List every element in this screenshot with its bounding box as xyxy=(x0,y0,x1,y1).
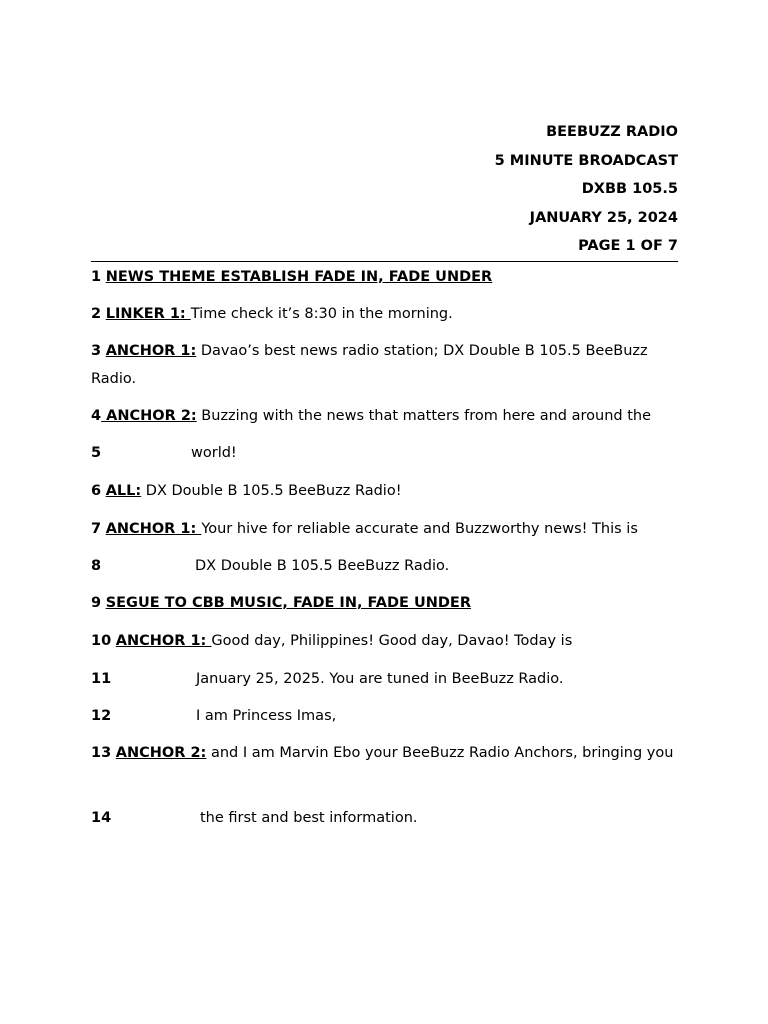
script-header xyxy=(91,118,678,261)
line-text: Time check it’s 8:30 in the morning. xyxy=(190,306,453,322)
script-line xyxy=(91,666,678,694)
script-line xyxy=(91,264,678,292)
line-number: 7 xyxy=(91,521,102,537)
line-text: Good day, Philippines! Good day, Davao! Today is xyxy=(211,633,573,649)
speaker-label: ANCHOR 1: xyxy=(105,521,202,537)
script-line xyxy=(91,740,678,768)
line-number: 3 xyxy=(91,343,102,359)
script-line xyxy=(91,403,678,431)
line-number: 5 xyxy=(91,445,102,461)
speaker-label: ANCHOR 2: xyxy=(115,745,207,761)
broadcast-date: JANUARY 25, 2024 xyxy=(529,209,678,226)
line-number: 10 xyxy=(91,633,112,649)
speaker-label: ALL: xyxy=(105,483,142,499)
line-text: world! xyxy=(191,445,237,461)
line-text: DX Double B 105.5 BeeBuzz Radio. xyxy=(195,558,450,574)
cue-label: NEWS THEME ESTABLISH FADE IN, FADE UNDER xyxy=(105,269,493,285)
script-line xyxy=(91,440,678,468)
line-text: Buzzing with the news that matters from here and around the xyxy=(196,408,652,424)
speaker-label: LINKER 1: xyxy=(105,306,191,322)
station-frequency: DXBB 105.5 xyxy=(581,181,678,197)
header-divider xyxy=(91,261,678,262)
line-number: 13 xyxy=(91,745,112,761)
script-line xyxy=(91,703,678,731)
line-number: 8 xyxy=(91,558,102,574)
script-line xyxy=(91,805,678,833)
line-number: 9 xyxy=(91,595,102,611)
script-line xyxy=(91,478,678,506)
script-line xyxy=(91,338,678,393)
line-text: Davao’s best news radio station; DX Double B 105.5 BeeBuzz Radio. xyxy=(91,343,648,387)
line-text: Your hive for reliable accurate and Buzzworthy news! This is xyxy=(201,521,638,537)
program-title: 5 MINUTE BROADCAST xyxy=(494,152,678,169)
line-number: 6 xyxy=(91,483,102,499)
line-number: 12 xyxy=(91,708,112,724)
cue-label: SEGUE TO CBB MUSIC, FADE IN, FADE UNDER xyxy=(105,595,471,611)
line-text: the first and best information. xyxy=(200,810,418,826)
line-text: January 25, 2025. You are tuned in BeeBuzz Radio. xyxy=(196,671,564,687)
line-text: and I am Marvin Ebo your BeeBuzz Radio Anchors, bringing you xyxy=(206,745,674,761)
line-text: I am Princess Imas, xyxy=(196,708,337,724)
speaker-label: ANCHOR 1: xyxy=(115,633,212,649)
speaker-label: ANCHOR 1: xyxy=(105,343,197,359)
script-line xyxy=(91,301,678,329)
line-number: 4 xyxy=(91,408,102,424)
speaker-label: ANCHOR 2: xyxy=(101,408,197,424)
script-page xyxy=(91,118,678,262)
script-line xyxy=(91,628,678,656)
line-number: 1 xyxy=(91,269,102,285)
line-text: DX Double B 105.5 BeeBuzz Radio! xyxy=(141,483,402,499)
station-name: BEEBUZZ RADIO xyxy=(546,124,678,140)
line-number: 14 xyxy=(91,810,112,826)
script-line xyxy=(91,516,678,544)
page-indicator: PAGE 1 OF 7 xyxy=(578,238,678,254)
script-line xyxy=(91,590,678,618)
line-number: 2 xyxy=(91,306,102,322)
line-number: 11 xyxy=(91,671,112,687)
script-line xyxy=(91,553,678,581)
